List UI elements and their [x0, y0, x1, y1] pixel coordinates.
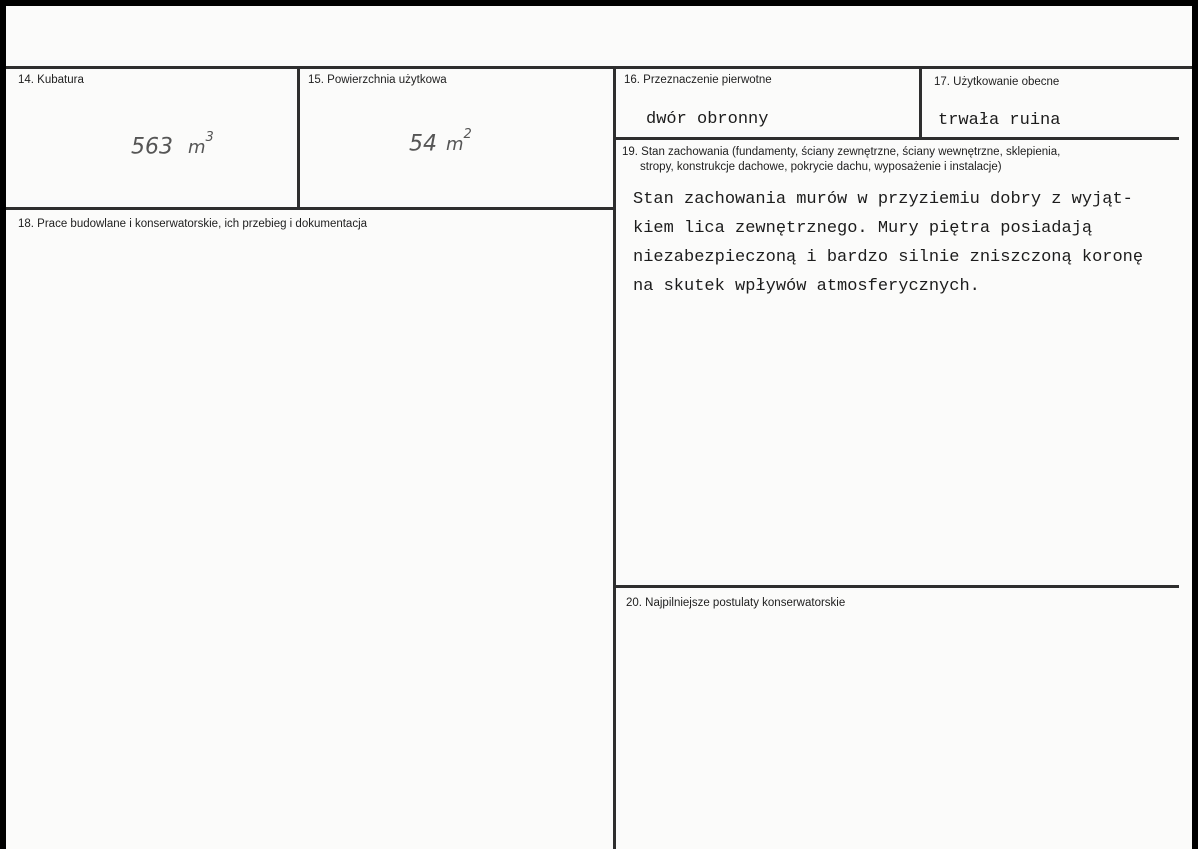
record-card: [6, 6, 1192, 849]
field-14-value: [131, 130, 214, 160]
field-15-label: 15. Powierzchnia użytkowa: [308, 74, 447, 86]
divider-14-15: [297, 66, 300, 210]
field-18-label: 18. Prace budowlane i konserwatorskie, ich przebieg i dokumentacja: [18, 218, 368, 230]
field-14-unit: m: [188, 137, 206, 159]
field-19-line-3: niezabezpieczoną i bardzo silnie zniszczoną koronę: [633, 248, 1144, 267]
rule-above-20: [613, 585, 1179, 588]
field-15-unit: m: [446, 134, 464, 156]
center-divider: [613, 66, 616, 849]
field-19-label: [622, 145, 1178, 175]
field-19-label-line-1: 19. Stan zachowania (fundamenty, ściany zewnętrzne, ściany wewnętrzne, sklepienia,: [622, 146, 1061, 158]
field-17-value: trwała ruina: [938, 111, 1061, 130]
divider-16-17: [919, 66, 922, 140]
field-14-exponent: 3: [205, 130, 214, 145]
field-19-line-4: na skutek wpływów atmosferycznych.: [633, 277, 980, 296]
field-14-number: 563: [131, 134, 173, 160]
top-rule: [6, 66, 1192, 69]
rule-under-14-15: [6, 207, 615, 210]
field-15-value: [409, 127, 472, 157]
field-17-label: 17. Użytkowanie obecne: [934, 76, 1060, 88]
field-20-label: 20. Najpilniejsze postulaty konserwatorskie: [626, 597, 846, 609]
field-19-label-line-2: stropy, konstrukcje dachowe, pokrycie dachu, wyposażenie i instalacje): [640, 161, 1002, 173]
field-19-text: [633, 185, 1143, 301]
field-19-line-2: kiem lica zewnętrznego. Mury piętra posiadają: [633, 219, 1093, 238]
field-16-label: 16. Przeznaczenie pierwotne: [624, 74, 772, 86]
field-15-number: 54: [409, 131, 437, 157]
field-16-value: dwór obronny: [646, 110, 769, 129]
rule-under-16-17: [613, 137, 1179, 140]
field-15-exponent: 2: [463, 127, 472, 142]
field-19-line-1: Stan zachowania murów w przyziemiu dobry z wyjąt-: [633, 190, 1133, 209]
field-14-label: 14. Kubatura: [18, 74, 84, 86]
